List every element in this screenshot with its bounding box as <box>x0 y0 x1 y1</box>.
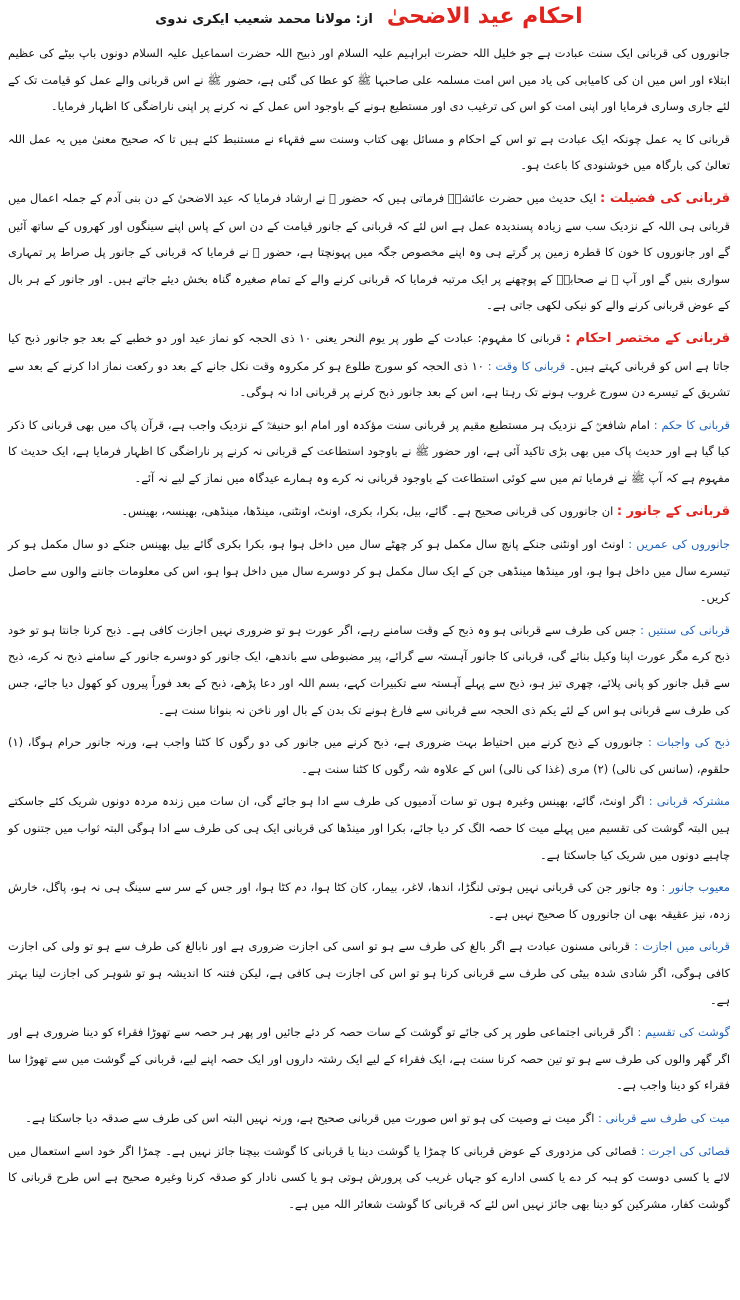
intro-paragraph: قربانی کا یہ عمل چونکہ ایک عبادت ہے تو اس کے احکام و مسائل بھی کتاب وسنت سے فقہاء نے مستنبط کئے ہیں تا کہ صحیح معنیٰ میں یہ عمل اللہ تعالیٰ کی بارگاہ میں خوشنودی کا باعث ہو۔ <box>8 131 730 173</box>
subsection-heading: میت کی طرف سے قربانی : <box>598 1110 730 1125</box>
subsection-heading: قربانی کا وقت : <box>487 358 566 373</box>
subsection-heading: قصائی کی اجرت : <box>640 1143 730 1158</box>
section-text: ایک حدیث میں حضرت عائشہؓ فرماتی ہیں کہ حضور ﷺ نے ارشاد فرمایا کہ عید الاضحیٰ کے دن بنی آدم کے جملہ اعمال میں قربانی ہی اللہ کے نزدیک سب سے زیادہ پسندیدہ عمل ہے اس لئے کہ قربانی کے جانور قیامت کے دن اس کے پاس اپنے سینگوں اور کھروں کے ساتھ آئیں گے اور جانوروں کا خون کا قطرہ زمین پر گرتے ہی وہ اپنے مخصوص جگہ میں پہونچتا ہے، حضور ﷺ نے فرمایا کہ قربانی کے جانور پل صراط پر تمہاری سواری بنیں گے اور آپ ﷺ نے صحابہؓ کے پوچھنے پر ایک مرتبہ فرمایا کہ قربانی کرنے والے کے تمام صغیرہ گناہ بخش دیئے جاتے ہیں۔ اور جانور کے ہر بال کے عوض قربانی کرنے والے کو نیکی لکھی جاتی ہے۔ <box>8 190 730 313</box>
section-heading: قربانی کی فضیلت : <box>600 190 730 206</box>
subsection-text: وہ جانور جن کی قربانی نہیں ہوتی لنگڑا، اندھا، لاغر، بیمار، کان کٹا ہوا، دم کٹا ہوا، اور جس کے سر سے سینگ ہی نہ ہو، پاگل، خارش زدہ، نیز عقیقہ بھی ان جانوروں کا صحیح نہیں ہے۔ <box>8 880 730 921</box>
subsection-heading: ذبح کی واجبات : <box>647 735 730 750</box>
subsection-text: اگر قربانی اجتماعی طور پر کی جائے تو گوشت کے سات حصہ کر دئے جائیں اور پھر ہر حصہ سے تھوڑا فقراء کو دینا ضروری ہے اور اگر گھر والوں کی طرف سے ہو تو تین حصہ کرنا سنت ہے، ایک فقراء کے لیے ایک رشتہ داروں اور ایک حصہ اپنے لیے، قربانی کے گوشت میں سے تھوڑا سا فقراء کو دینا واجب ہے۔ <box>8 1025 730 1093</box>
subsection-heading: مشترکہ قربانی : <box>648 794 731 809</box>
subsection-heading: گوشت کی تقسیم : <box>637 1025 731 1040</box>
subsection-heading: معیوب جانور : <box>661 880 730 895</box>
section-mushtarka <box>8 788 730 868</box>
section-taqseem <box>8 1019 730 1099</box>
section-janwar <box>8 498 730 526</box>
section-text: ان جانوروں کی قربانی صحیح ہے۔ گائے، بیل، بکرا، بکری، اونٹ، اونٹنی، مینڈھا، مینڈھی، بھینسہ، بھینس۔ <box>121 503 614 518</box>
section-wajibat <box>8 729 730 782</box>
section-hukm <box>8 412 730 492</box>
section-mayoob <box>8 874 730 927</box>
section-mayyit <box>8 1105 730 1132</box>
subsection-heading: قربانی میں اجازت : <box>634 939 730 954</box>
section-ujrat <box>8 1138 730 1218</box>
section-fazilat <box>8 185 730 319</box>
section-heading: قربانی کے مختصر احکام : <box>565 330 730 346</box>
subsection-heading: جانوروں کی عمریں : <box>628 537 730 552</box>
subsection-text: امام شافعیؒ کے نزدیک ہر مستطیع مقیم پر قربانی سنت مؤکدہ اور امام ابو حنیفہؒ کے نزدیک واجب ہے، قرآن پاک میں بھی قربانی کا ذکر کیا گیا ہے اور حدیث پاک میں بھی بڑی تاکید آئی ہے، اور حضور ﷺ نے باوجود استطاعت کے قربانی نہ کرنے پر ناراضگی کا اظہار فرمایا ہے، ایک حدیث کا مفہوم ہے کہ آپ ﷺ نے فرمایا تم میں سے کوئی استطاعت کے باوجود قربانی نہ کرے وہ ہمارے عیدگاہ میں نماز کے لیے نہ آئے۔ <box>8 417 730 485</box>
subsection-heading: قربانی کا حکم : <box>653 417 731 432</box>
subsection-text: جس کی طرف سے قربانی ہو وہ ذبح کے وقت سامنے رہے، اگر عورت ہو تو ضروری نہیں اجازت کافی ہے۔ ذبح کرنا جانتا ہو تو خود ذبح کرے مگر عورت اپنا وکیل بنائے گی، قربانی کا جانور آہستہ سے گرائے، پیر مضبوطی سے باندھے، ایک جانور کو دوسرے جانور کے سامنے ذبح نہ کرے، ذبح سے قبل جانور کو پانی پلائے، چھری تیز ہو، ذبح سے پہلے آہستہ سے تکبیرات کہے، بسم اللہ اور دعا پڑھے، ذبح کے بعد فوراً پیروں کو کھول دیا جائے، جس کی طرف سے قربانی ہو اس کے لئے یکم ذی الحجہ سے قربانی سے فارغ ہونے تک بدن کے بال اور ناخن نہ بنوانا سنت ہے۔ <box>8 622 730 717</box>
section-ahkam <box>8 325 730 406</box>
subsection-text: اونٹ اور اونٹنی جنکے پانچ سال مکمل ہو کر چھٹے سال میں داخل ہوا ہو، بکرا بکری گائے بیل بھینس جنکے دو سال مکمل ہو کر تیسرے سال میں داخل ہوا ہو، اور مینڈھا مینڈھی جن کے ایک سال مکمل ہو کر دوسرے سال میں داخل ہوا ہو، اس کی معلومات جاننے والوں سے حاصل کریں۔ <box>8 537 730 605</box>
section-sunnatein <box>8 617 730 723</box>
subsection-text: اگر اونٹ، گائے، بھینس وغیرہ ہوں تو سات آدمیوں کی طرف سے ادا ہو جائے گی، ان سات میں زندہ مردہ دونوں شریک کئے جاسکتے ہیں البتہ گوشت کی تقسیم میں پہلے میت کا حصہ الگ کر دیا جائے، بکرا اور مینڈھا کی قربانی ایک ہی کی طرف سے ادا ہوگی البتہ ثواب میں جتنوں کو چاہیے دونوں میں شریک کیا جاسکتا ہے۔ <box>8 794 730 862</box>
section-ijazat <box>8 933 730 1013</box>
intro-paragraph: جانوروں کی قربانی ایک سنت عبادت ہے جو خلیل اللہ حضرت ابراہیم علیہ السلام اور ذبیح اللہ حضرت اسماعیل علیہ السلام دونوں باپ بیٹے کی عظیم ابتلاء اور اس میں ان کی کامیابی کی یاد میں اس امت مسلمہ علی صاحبہا ﷺ کو عطا کی گئی ہے، حضور ﷺ نے اس قربانی والے عمل کو قیامت تک کے لئے جاری وساری فرمایا اور اپنی امت کو اس کی ترغیب دی اور مستطیع ہونے کے باوجود اس عمل کے نہ کرنے پر اپنی ناراضگی کا اظہار فرمایا۔ <box>8 46 730 114</box>
section-umrein <box>8 531 730 611</box>
subsection-text: قصائی کی مزدوری کے عوض قربانی کا چمڑا یا گوشت دینا یا قربانی کا گوشت بیچنا جائز نہیں ہے۔ چمڑا اگر خود اسے استعمال میں لائے یا کسی دوست کو ہبہ کر دے یا کسی ادارے کو جہاں غریب کی پرورش ہوتی ہو یا کسی نادار کو صدقہ کرنا وغیرہ صحیح ہے اس طرح قربانی کا گوشت کفار، مشرکین کو دینا بھی جائز نہیں اس لئے کہ قربانی کا گوشت شعائر اللہ میں ہے۔ <box>8 1143 730 1211</box>
subsection-text: ۱۰ ذی الحجہ کو سورج طلوع ہو کر مکروہ وقت نکل جانے کے بعد دو رکعت نماز ادا کرنے کے بعد سے تشریق کے تیسرے دن سورج غروب ہونے تک رہتا ہے، اس کے بعد جانور ذبح کرنے پر قربانی ادا نہ ہوگی۔ <box>8 358 730 400</box>
subsection-text: جانوروں کے ذبح کرنے میں احتیاط بہت ضروری ہے، ذبح کرنے میں جانور کی دو رگوں کا کٹنا واجب ہے، ورنہ جانور حرام ہوگا، (۱) حلقوم، (سانس کی نالی) (۲) مری (غذا کی نالی) اس کے علاوہ شہ رگوں کا کٹنا سنت ہے۔ <box>8 735 730 776</box>
subsection-text: اگر میت نے وصیت کی ہو تو اس صورت میں قربانی صحیح ہے، ورنہ نہیں البتہ اس کی طرف سے صدقہ دیا جاسکتا ہے۔ <box>25 1110 595 1125</box>
section-heading: قربانی کے جانور : <box>616 503 730 519</box>
subsection-heading: قربانی کی سنتیں : <box>640 622 730 637</box>
section-text: قربانی کا مفہوم: عبادت کے طور پر یوم النحر یعنی ۱۰ ذی الحجہ کو نماز عید اور دو خطبے کے بعد جو جانور ذبح کیا جاتا ہے اس کو قربانی کہتے ہیں۔ <box>8 330 730 373</box>
article-title: احکام عید الاضحیٰ <box>386 4 583 29</box>
article-author: از: مولانا محمد شعیب ایکری ندوی <box>155 12 373 27</box>
subsection-text: قربانی مسنون عبادت ہے اگر بالغ کی طرف سے ہو تو اسی کی اجازت ضروری ہے اور نابالغ کی طرف سے ہو تو ولی کی اجازت کافی ہوگی، اگر شادی شدہ بیٹی کی طرف سے قربانی کرنا ہو تو اس کی اجازت ہی کافی ہے، لیکن فتنہ کا اندیشہ ہو تو شوہر کی اجازت لینا بہتر ہے۔ <box>8 939 730 1007</box>
title-row <box>8 4 730 38</box>
